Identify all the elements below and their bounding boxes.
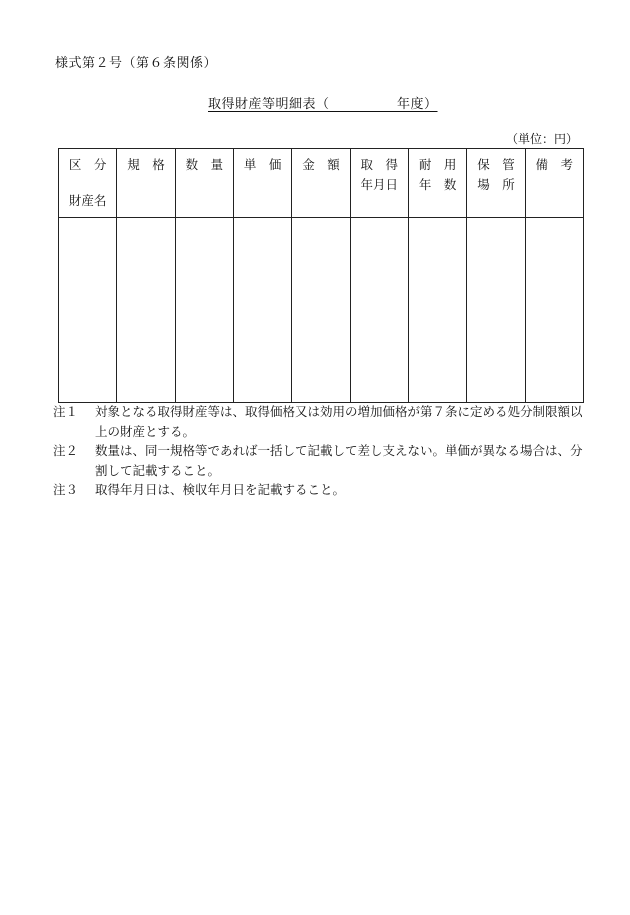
header-label: 取 得 — [360, 157, 399, 172]
cell-acquisition-date — [350, 218, 408, 403]
unit-note: （単位：円） — [505, 132, 578, 146]
header-row — [59, 149, 584, 218]
document-title: 取得財産等明細表（ 年度） — [208, 97, 438, 112]
header-label-line2: 年 数 — [418, 177, 457, 192]
cell-category — [59, 218, 117, 403]
note-label: 注１ — [53, 404, 79, 419]
header-quantity — [175, 149, 233, 218]
header-amount — [292, 149, 350, 218]
header-unit-price — [233, 149, 291, 218]
header-useful-life — [408, 149, 466, 218]
header-remarks — [525, 149, 583, 218]
note-item — [53, 402, 593, 441]
note-label: 注２ — [53, 443, 79, 458]
header-label: 数 量 — [185, 157, 224, 172]
cell-amount — [292, 218, 350, 403]
cell-remarks — [525, 218, 583, 403]
cell-quantity — [175, 218, 233, 403]
note-item — [53, 441, 593, 480]
header-label-line2: 場 所 — [477, 177, 515, 192]
table-row — [59, 218, 584, 403]
note-item — [53, 480, 593, 500]
notes-section — [53, 402, 593, 500]
cell-storage-location — [467, 218, 525, 403]
header-label: 耐 用 — [418, 157, 457, 172]
cell-useful-life — [408, 218, 466, 403]
header-storage-location — [467, 149, 525, 218]
header-label: 金 額 — [302, 157, 340, 172]
cell-specification — [117, 218, 175, 403]
header-label-line2: 年月日 — [360, 177, 399, 192]
header-label: 備 考 — [535, 157, 574, 172]
header-sublabel: 財産名 — [68, 193, 107, 208]
note-text: 対象となる取得財産等は、取得価格又は効用の増加価格が第７条に定める処分制限額以上の財産とする。 — [95, 404, 583, 439]
note-label: 注３ — [53, 482, 79, 497]
header-category — [59, 149, 117, 218]
note-text: 数量は、同一規格等であれば一括して記載して差し支えない。単価が異なる場合は、分割して記載すること。 — [95, 443, 583, 478]
header-label: 区 分 — [68, 157, 107, 172]
header-label: 規 格 — [127, 157, 165, 172]
header-acquisition-date — [350, 149, 408, 218]
cell-unit-price — [233, 218, 291, 403]
note-text: 取得年月日は、検収年月日を記載すること。 — [95, 482, 346, 497]
header-label: 単 価 — [243, 157, 282, 172]
asset-detail-table — [58, 148, 584, 403]
form-number: 様式第２号（第６条関係） — [55, 56, 218, 71]
header-specification — [117, 149, 175, 218]
header-label: 保 管 — [477, 157, 515, 172]
